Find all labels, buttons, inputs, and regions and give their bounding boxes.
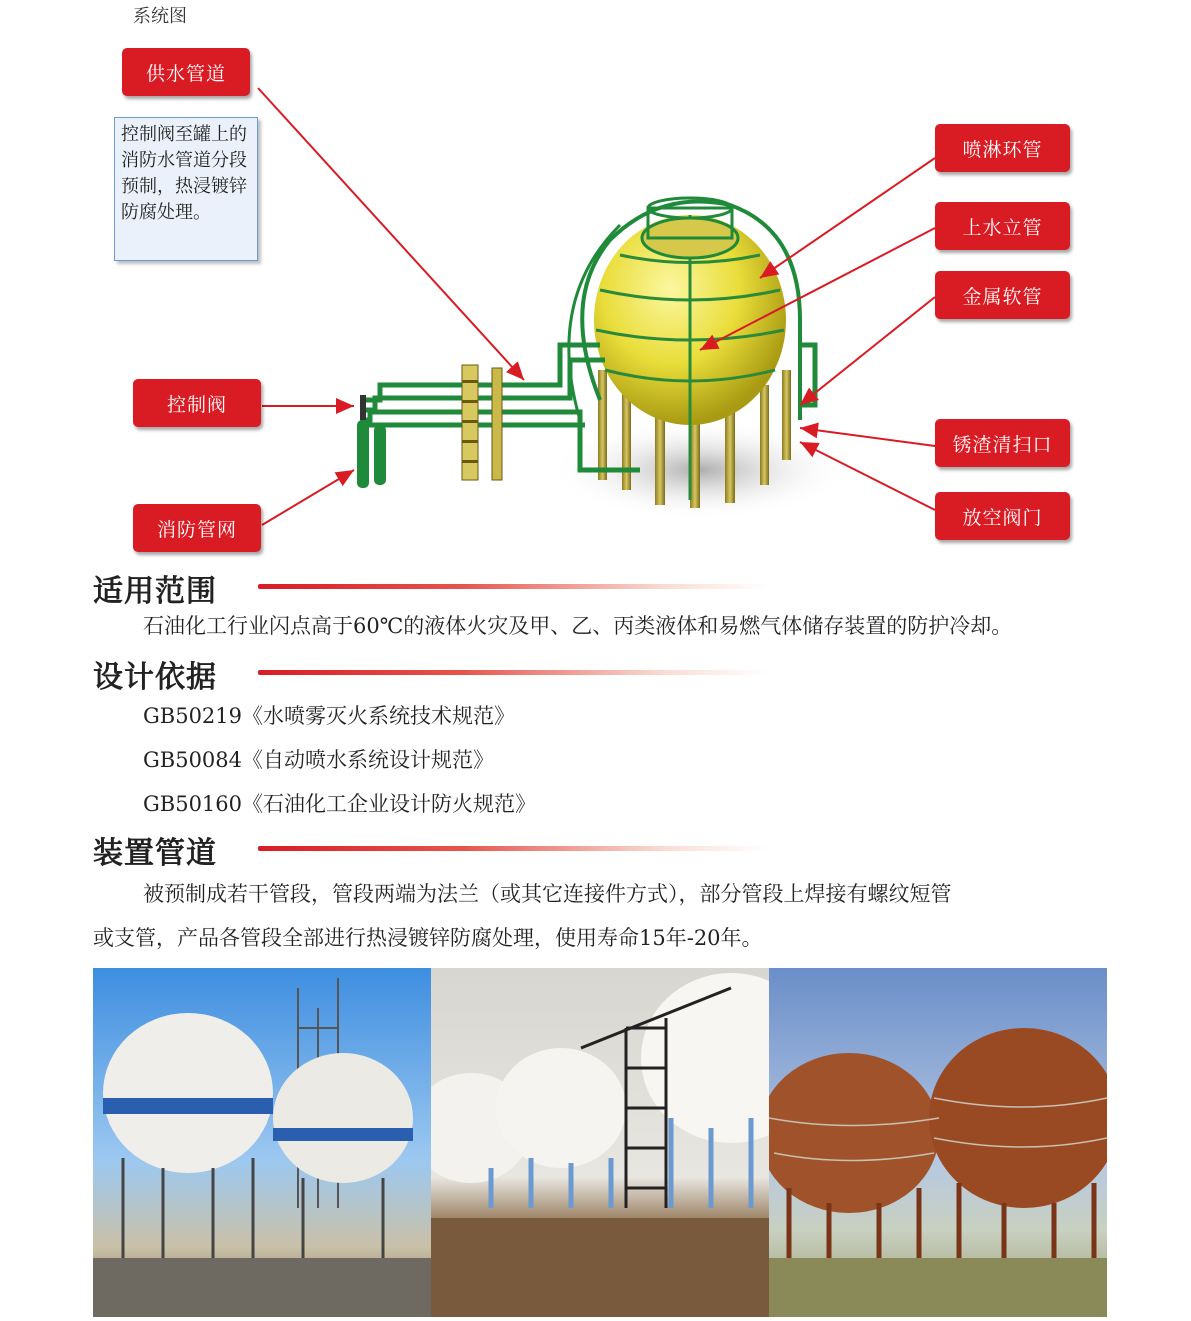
piping-text-line1: 被预制成若干管段，管段两端为法兰（或其它连接件方式），部分管段上焊接有螺纹短管 [143, 882, 952, 906]
photo-white-blue-spheres [93, 968, 431, 1317]
diagram-caption: 系统图 [133, 6, 187, 27]
label-riser: 上水立管 [935, 202, 1070, 250]
label-rust-cleanout: 锈渣清扫口 [935, 419, 1070, 467]
piping-text-line2: 或支管，产品各管段全部进行热浸镀锌防腐处理，使用寿命15年-20年。 [93, 926, 763, 950]
photo-white-spheres-stairs [431, 968, 769, 1317]
label-vent-valve: 放空阀门 [935, 492, 1070, 540]
section-title-basis: 设计依据 [93, 660, 217, 695]
label-fire-network: 消防管网 [133, 504, 261, 552]
section-rule [258, 670, 768, 675]
section-title-piping: 装置管道 [93, 836, 217, 871]
label-control-valve: 控制阀 [133, 379, 261, 427]
label-metal-hose: 金属软管 [935, 271, 1070, 319]
section-title-scope: 适用范围 [93, 574, 217, 609]
standard-item: GB50160《石油化工企业设计防火规范》 [143, 792, 537, 816]
section-rule [258, 584, 768, 589]
standard-item: GB50084《自动喷水系统设计规范》 [143, 748, 495, 772]
scope-text: 石油化工行业闪点高于60℃的液体火灾及甲、乙、丙类液体和易燃气体储存装置的防护冷却。 [143, 614, 1013, 638]
top-platform [642, 198, 738, 258]
label-supply-pipe: 供水管道 [122, 48, 250, 96]
note-box: 控制阀至罐上的消防水管道分段预制，热浸镀锌防腐处理。 [114, 117, 258, 261]
label-spray-ring: 喷淋环管 [935, 124, 1070, 172]
standard-item: GB50219《水喷雾灭火系统技术规范》 [143, 704, 516, 728]
section-rule [258, 846, 768, 851]
photo-rusted-spheres [769, 968, 1107, 1317]
